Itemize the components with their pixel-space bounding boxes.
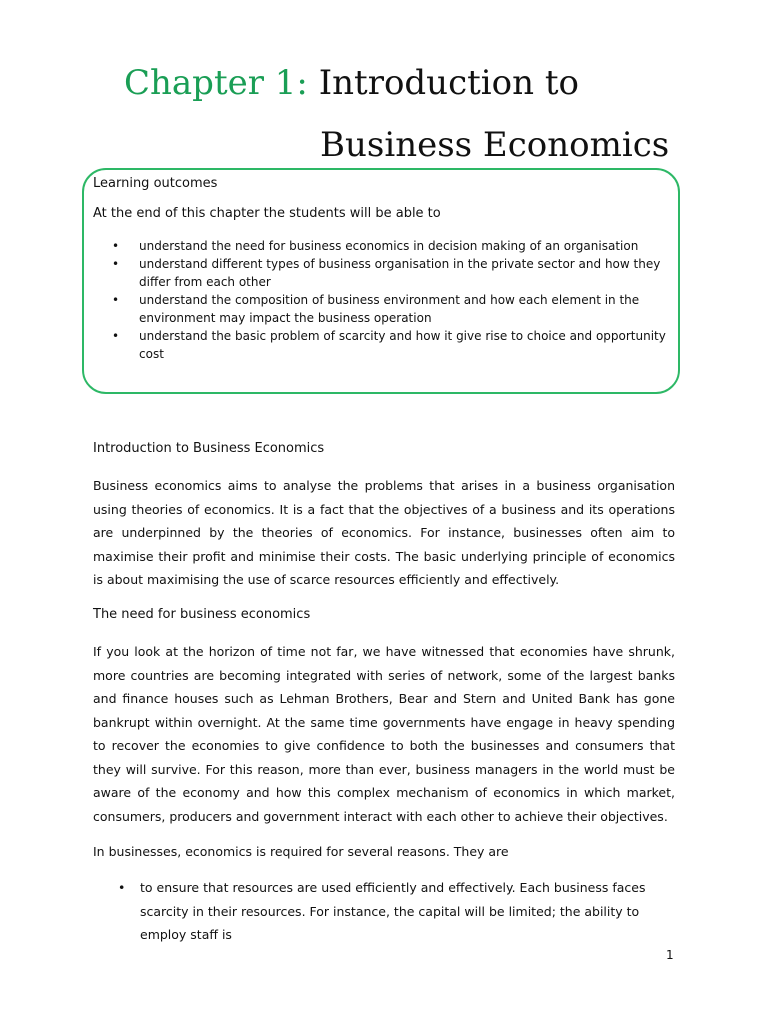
learning-outcomes-heading: Learning outcomes <box>93 176 218 191</box>
need-paragraph: If you look at the horizon of time not far, we have witnessed that economies have shrunk, more countries are becoming integrated with series of network, some of the largest banks and finance houses such as Lehman Brothers, Bear and Stern and United Bank has gone bankrupt within overnight. At the same time governments have engage in heavy spending to recover the economies to give confidence to both the businesses and consumers that they will survive. For this reason, more than ever, business managers in the world must be aware of the economy and how this complex mechanism of economics in which market, consumers, producers and government interact with each other to achieve their objectives. <box>93 644 675 824</box>
intro-section-heading: Introduction to Business Economics <box>93 441 325 456</box>
need-section-heading: The need for business economics <box>93 607 311 622</box>
reason-bullet-item <box>118 876 675 947</box>
learning-outcome-item: • understand the need for business economics in decision making of an organisation <box>112 237 668 255</box>
learning-outcomes-list <box>112 237 668 363</box>
page-number: 1 <box>666 948 674 962</box>
chapter-title-line-1 <box>124 60 579 106</box>
need-section-body <box>93 640 675 828</box>
learning-outcome-item: • understand the composition of business environment and how each element in the environment may impact the business operation <box>112 291 668 327</box>
bullet-marker: • <box>118 880 126 895</box>
reason-bullet-text: to ensure that resources are used efficiently and effectively. Each business faces scarcity in their resources. For instance, the capital will be limited; the ability to employ staff is <box>140 880 646 942</box>
chapter-label: Chapter 1: <box>124 63 308 103</box>
reasons-intro-block <box>93 840 675 864</box>
learning-outcome-item: • understand different types of business organisation in the private sector and how they differ from each other <box>112 255 668 291</box>
learning-outcome-item: • understand the basic problem of scarcity and how it give rise to choice and opportunity cost <box>112 327 668 363</box>
intro-section-body <box>93 474 675 592</box>
chapter-title-line-2: Business Economics <box>320 125 670 165</box>
chapter-title-text: Introduction to <box>307 63 579 103</box>
reasons-intro: In businesses, economics is required for several reasons. They are <box>93 844 509 859</box>
learning-outcomes-intro: At the end of this chapter the students will be able to <box>93 206 441 221</box>
intro-paragraph: Business economics aims to analyse the problems that arises in a business organisation using theories of economics. It is a fact that the objectives of a business and its operations are underpinned by the theories of economics. For instance, businesses often aim to maximise their profit and minimise their costs. The basic underlying principle of economics is about maximising the use of scarce resources efficiently and effectively. <box>93 478 675 587</box>
